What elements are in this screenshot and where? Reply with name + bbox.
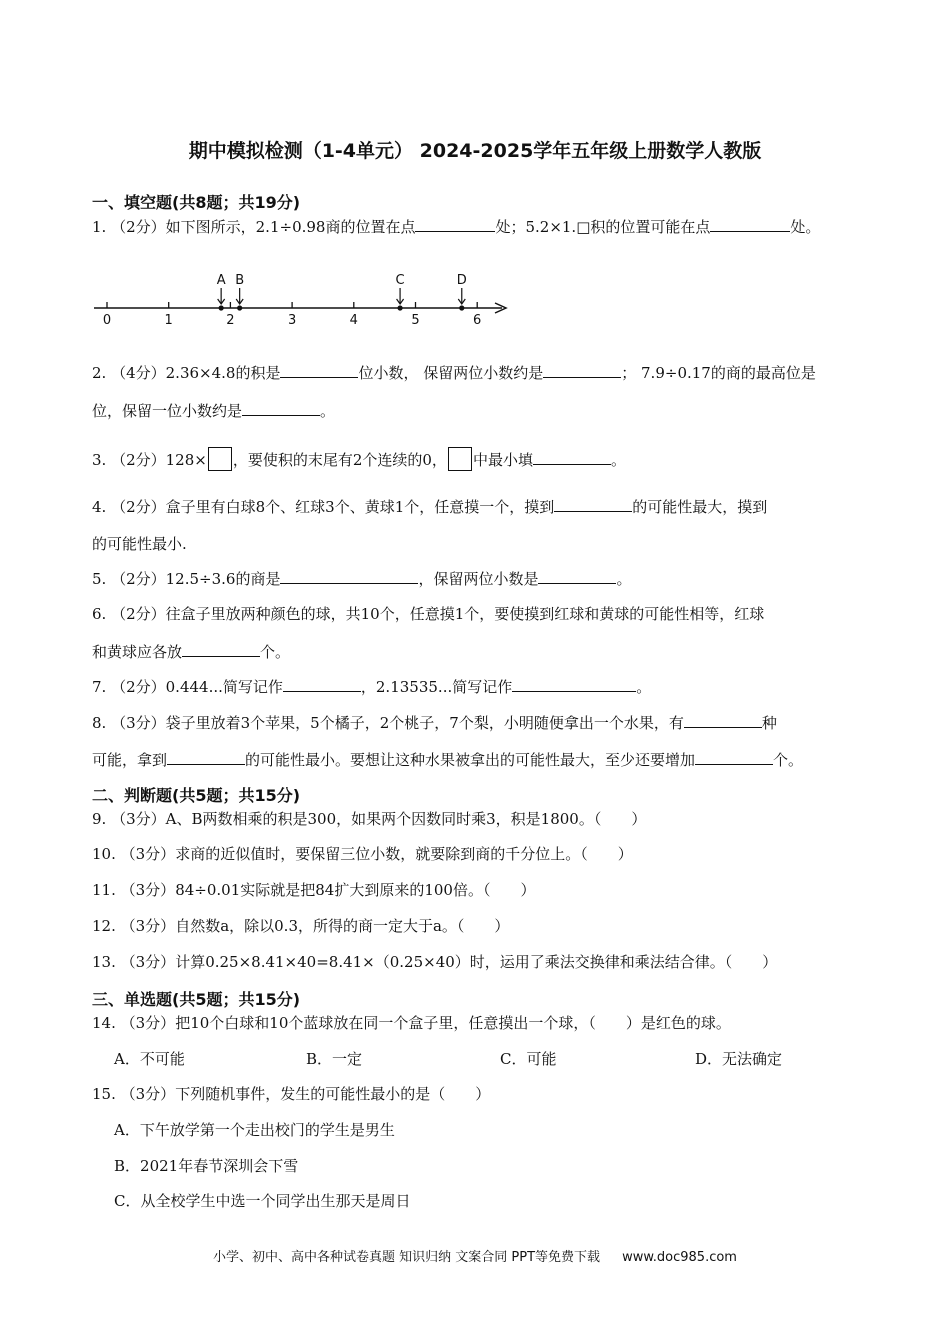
point-d-label: D bbox=[456, 273, 467, 288]
q7-text-b: ，2.13535...简写记作 bbox=[360, 678, 513, 696]
q9-num: 9. bbox=[92, 810, 107, 828]
q14-option-d[interactable]: D．无法确定 bbox=[695, 1050, 783, 1068]
q3-box-2[interactable] bbox=[448, 447, 472, 471]
q1-text-a: 如下图所示，2.1÷0.98商的位置在点 bbox=[165, 218, 416, 236]
q6-num: 6. bbox=[92, 605, 107, 623]
q2-blank-1[interactable] bbox=[280, 362, 358, 378]
section-fill-title: 一、填空题(共8题；共19分) bbox=[92, 193, 301, 212]
q5-text-c: 。 bbox=[616, 570, 632, 588]
q8-blank-3[interactable] bbox=[695, 749, 773, 765]
q14-score: （3分） bbox=[120, 1014, 176, 1032]
q11-score: （3分） bbox=[120, 881, 176, 899]
q10-num: 10. bbox=[92, 845, 116, 863]
q3-blank-1[interactable] bbox=[533, 449, 611, 465]
q6-text-a: 往盒子里放两种颜色的球，共10个，任意摸1个，要使摸到红球和黄球的可能性相等，红球 bbox=[165, 605, 765, 623]
q1-text-c: 处。 bbox=[790, 218, 821, 236]
question-7 bbox=[92, 676, 651, 697]
question-9 bbox=[92, 808, 646, 829]
question-2 bbox=[92, 362, 816, 383]
page-title: 期中模拟检测（1-4单元） 2024-2025学年五年级上册数学人教版 bbox=[188, 140, 762, 162]
point-b-dot bbox=[237, 305, 242, 310]
tick-label-1: 1 bbox=[164, 313, 173, 328]
q4-line2: 的可能性最小. bbox=[92, 535, 187, 553]
question-15 bbox=[92, 1083, 490, 1104]
q15-num: 15. bbox=[92, 1085, 116, 1103]
q1-score: （2分） bbox=[111, 218, 166, 236]
q8-num: 8. bbox=[92, 714, 107, 732]
q12-score: （3分） bbox=[120, 917, 176, 935]
q7-blank-1[interactable] bbox=[283, 676, 361, 692]
q2-text-c: ； 7.9÷0.17的商的最高位是 bbox=[621, 364, 816, 382]
q5-text-a: 12.5÷3.6的商是 bbox=[165, 570, 281, 588]
q12-num: 12. bbox=[92, 917, 116, 935]
q3-text-d: 。 bbox=[610, 451, 626, 469]
q6-line2-b: 个。 bbox=[260, 643, 291, 661]
q11-num: 11. bbox=[92, 881, 116, 899]
question-1 bbox=[92, 216, 820, 237]
q7-blank-2[interactable] bbox=[512, 676, 636, 692]
question-4-line-2 bbox=[92, 533, 187, 554]
q15-option-c[interactable]: C．从全校学生中选一个同学出生那天是周日 bbox=[114, 1192, 411, 1210]
point-d-dot bbox=[459, 305, 464, 310]
point-c-dot bbox=[397, 305, 402, 310]
q1-blank-1[interactable] bbox=[415, 216, 495, 232]
q14-text: 把10个白球和10个蓝球放在同一个盒子里，任意摸出一个球，（ ）是红色的球。 bbox=[175, 1014, 731, 1032]
q8-line2-a: 可能，拿到 bbox=[92, 751, 168, 769]
q4-text-b: 的可能性最大，摸到 bbox=[632, 498, 768, 516]
q2-text-a: 2.36×4.8的积是 bbox=[165, 364, 281, 382]
q14-num: 14. bbox=[92, 1014, 116, 1032]
q7-text-c: 。 bbox=[636, 678, 652, 696]
q8-line2-b: 的可能性最小。要想让这种水果被拿出的可能性最大，至少还要增加 bbox=[245, 751, 696, 769]
q13-num: 13. bbox=[92, 953, 116, 971]
q5-blank-2[interactable] bbox=[538, 568, 616, 584]
question-12 bbox=[92, 915, 509, 936]
q1-blank-2[interactable] bbox=[710, 216, 790, 232]
tick-label-3: 3 bbox=[287, 313, 297, 328]
q8-text-b: 种 bbox=[761, 714, 777, 732]
q1-num: 1. bbox=[92, 218, 107, 236]
q11-text: 84÷0.01实际就是把84扩大到原来的100倍。（ ） bbox=[175, 881, 536, 899]
q2-line2-a: 位，保留一位小数约是 bbox=[92, 402, 243, 420]
q7-text-a: 0.444...简写记作 bbox=[165, 678, 283, 696]
q4-text-a: 盒子里有白球8个、红球3个、黄球1个，任意摸一个，摸到 bbox=[165, 498, 555, 516]
q8-line2-c: 个。 bbox=[773, 751, 804, 769]
question-11 bbox=[92, 879, 535, 900]
q5-text-b: ，保留两位小数是 bbox=[418, 570, 539, 588]
question-14 bbox=[92, 1012, 731, 1033]
q14-option-c[interactable]: C．可能 bbox=[500, 1050, 557, 1068]
q8-blank-1[interactable] bbox=[684, 712, 762, 728]
q14-option-b[interactable]: B．一定 bbox=[306, 1050, 363, 1068]
point-c-label: C bbox=[395, 273, 405, 288]
q7-num: 7. bbox=[92, 678, 107, 696]
q6-score: （2分） bbox=[111, 605, 166, 623]
q2-score: （4分） bbox=[111, 364, 166, 382]
point-a-label: A bbox=[216, 273, 226, 288]
question-3 bbox=[92, 447, 626, 471]
q3-box-1[interactable] bbox=[208, 447, 232, 471]
question-10 bbox=[92, 843, 633, 864]
q2-text-b: 位小数， 保留两位小数约是 bbox=[358, 364, 544, 382]
footer-text: 小学、初中、高中各种试卷真题 知识归纳 文案合同 PPT等免费下载 bbox=[213, 1250, 601, 1265]
question-6 bbox=[92, 603, 764, 624]
q15-score: （3分） bbox=[120, 1085, 176, 1103]
q8-blank-2[interactable] bbox=[167, 749, 245, 765]
section-choice-title: 三、单选题(共5题；共15分) bbox=[92, 990, 301, 1009]
question-2-line-2 bbox=[92, 400, 335, 421]
q5-blank-1[interactable] bbox=[280, 568, 418, 584]
q15-text: 下列随机事件，发生的可能性最小的是（ ） bbox=[175, 1085, 491, 1103]
question-6-line-2 bbox=[92, 641, 290, 662]
q4-blank-1[interactable] bbox=[554, 496, 632, 512]
q2-blank-3[interactable] bbox=[242, 400, 320, 416]
point-b-label: B bbox=[235, 273, 245, 288]
point-a-dot bbox=[219, 305, 224, 310]
q10-text: 求商的近似值时，要保留三位小数，就要除到商的千分位上。（ ） bbox=[175, 845, 633, 863]
q2-blank-2[interactable] bbox=[543, 362, 621, 378]
question-5 bbox=[92, 568, 632, 589]
number-line bbox=[92, 268, 522, 330]
q1-text-b: 处；5.2×1.□积的位置可能在点 bbox=[495, 218, 711, 236]
q3-text-a: 128× bbox=[165, 451, 207, 469]
question-8 bbox=[92, 712, 777, 733]
footer-url[interactable]: www.doc985.com bbox=[622, 1250, 737, 1265]
q5-num: 5. bbox=[92, 570, 107, 588]
q9-score: （3分） bbox=[111, 810, 166, 828]
q6-blank-1[interactable] bbox=[182, 641, 260, 657]
tick-label-5: 5 bbox=[411, 313, 420, 328]
q4-score: （2分） bbox=[111, 498, 166, 516]
q7-score: （2分） bbox=[111, 678, 166, 696]
q9-text: A、B两数相乘的积是300，如果两个因数同时乘3，积是1800。（ ） bbox=[165, 810, 647, 828]
question-13 bbox=[92, 951, 777, 972]
tick-label-6: 6 bbox=[473, 313, 482, 328]
q3-num: 3. bbox=[92, 451, 107, 469]
q13-score: （3分） bbox=[120, 953, 176, 971]
q10-score: （3分） bbox=[120, 845, 176, 863]
q12-text: 自然数a，除以0.3，所得的商一定大于a。（ ） bbox=[175, 917, 510, 935]
q4-num: 4. bbox=[92, 498, 107, 516]
q14-option-a[interactable]: A．不可能 bbox=[114, 1050, 185, 1068]
q15-option-b[interactable]: B．2021年春节深圳会下雪 bbox=[114, 1157, 299, 1175]
q2-num: 2. bbox=[92, 364, 107, 382]
q2-line2-b: 。 bbox=[320, 402, 336, 420]
q3-text-c: 中最小填 bbox=[472, 451, 533, 469]
q6-line2-a: 和黄球应各放 bbox=[92, 643, 183, 661]
q8-text-a: 袋子里放着3个苹果，5个橘子，2个桃子，7个梨，小明随便拿出一个水果，有 bbox=[165, 714, 684, 732]
q3-score: （2分） bbox=[111, 451, 166, 469]
q15-option-a[interactable]: A．下午放学第一个走出校门的学生是男生 bbox=[114, 1121, 395, 1139]
question-8-line-2 bbox=[92, 749, 803, 770]
q13-text: 计算0.25×8.41×40=8.41×（0.25×40）时，运用了乘法交换律和乘法结合律。（ ） bbox=[175, 953, 778, 971]
section-judge-title: 二、判断题(共5题；共15分) bbox=[92, 786, 301, 805]
tick-label-0: 0 bbox=[102, 313, 112, 328]
q5-score: （2分） bbox=[111, 570, 166, 588]
tick-label-4: 4 bbox=[349, 313, 358, 328]
tick-label-2: 2 bbox=[226, 313, 235, 328]
question-4 bbox=[92, 496, 767, 517]
page-footer bbox=[0, 1246, 950, 1265]
q3-text-b: ，要使积的末尾有2个连续的0， bbox=[232, 451, 447, 469]
q8-score: （3分） bbox=[111, 714, 166, 732]
